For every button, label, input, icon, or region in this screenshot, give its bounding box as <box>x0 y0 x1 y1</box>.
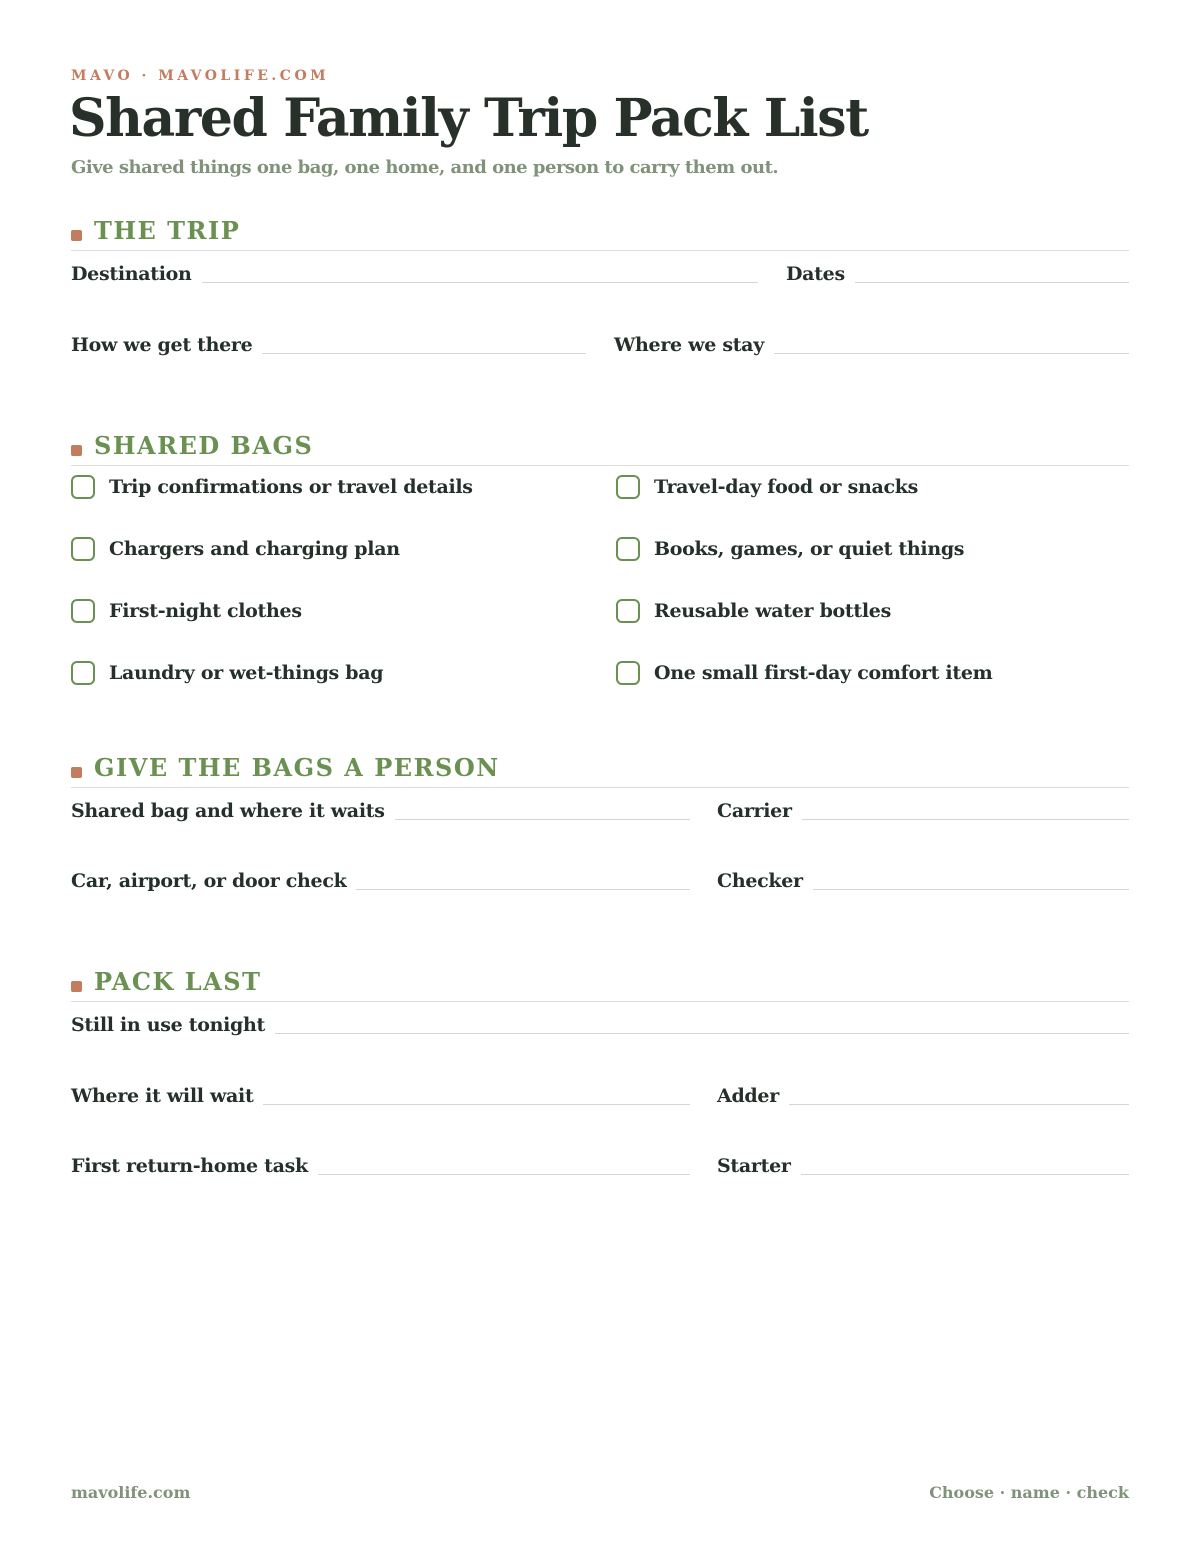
write-in-line[interactable] <box>395 818 690 820</box>
checklist-label: Reusable water bottles <box>654 600 891 622</box>
checklist-item[interactable] <box>71 658 383 688</box>
still-in-use-field[interactable] <box>71 1003 1129 1037</box>
section-bullet-icon <box>71 230 82 241</box>
section-pack-last-heading <box>71 961 1129 1002</box>
checklist-label: Laundry or wet-things bag <box>109 662 384 684</box>
field-label: Adder <box>717 1085 779 1107</box>
checklist-label: One small first-day comfort item <box>654 662 993 684</box>
write-in-line[interactable] <box>855 281 1129 283</box>
checkbox-icon[interactable] <box>616 599 640 623</box>
write-in-line[interactable] <box>802 818 1129 820</box>
write-in-line[interactable] <box>262 352 586 354</box>
checkbox-icon[interactable] <box>616 475 640 499</box>
checklist-item[interactable] <box>616 534 964 564</box>
section-bullet-icon <box>71 767 82 778</box>
field-label: Where we stay <box>614 334 764 356</box>
checklist-label: Trip confirmations or travel details <box>109 476 473 498</box>
checklist-label: Books, games, or quiet things <box>654 538 965 560</box>
field-label: Car, airport, or door check <box>71 870 347 892</box>
section-shared-bags-heading <box>71 425 1129 466</box>
field-label: Where it will wait <box>71 1085 254 1107</box>
write-in-line[interactable] <box>318 1173 690 1175</box>
write-in-line[interactable] <box>202 281 758 283</box>
checklist-item[interactable] <box>616 472 918 502</box>
starter-field[interactable] <box>717 1144 1129 1178</box>
section-title: PACK LAST <box>94 967 262 996</box>
field-label: Starter <box>717 1155 791 1177</box>
checker-field[interactable] <box>717 859 1129 893</box>
section-title: THE TRIP <box>94 216 241 245</box>
section-title: SHARED BAGS <box>94 431 314 460</box>
field-label: Carrier <box>717 800 792 822</box>
shared-bag-field[interactable] <box>71 789 690 823</box>
checklist-item[interactable] <box>616 596 891 626</box>
pack-list-page <box>71 0 1129 1553</box>
checkbox-icon[interactable] <box>71 537 95 561</box>
checklist-item[interactable] <box>71 472 473 502</box>
adder-field[interactable] <box>717 1074 1129 1108</box>
section-title: GIVE THE BAGS A PERSON <box>94 753 500 782</box>
field-label: Checker <box>717 870 803 892</box>
section-bullet-icon <box>71 445 82 456</box>
checklist-item[interactable] <box>71 596 302 626</box>
where-we-stay-field[interactable] <box>614 323 1129 357</box>
section-bullet-icon <box>71 981 82 992</box>
section-trip-heading <box>71 210 1129 251</box>
page-subtitle: Give shared things one bag, one home, and one person to carry them out. <box>71 157 779 178</box>
write-in-line[interactable] <box>263 1103 690 1105</box>
field-label: Shared bag and where it waits <box>71 800 385 822</box>
section-give-bags-person-heading <box>71 747 1129 788</box>
checklist-item[interactable] <box>71 534 400 564</box>
write-in-line[interactable] <box>813 888 1129 890</box>
footer-tagline: Choose · name · check <box>929 1483 1129 1502</box>
field-label: How we get there <box>71 334 253 356</box>
checkbox-icon[interactable] <box>616 661 640 685</box>
write-in-line[interactable] <box>801 1173 1129 1175</box>
field-label: First return-home task <box>71 1155 308 1177</box>
checkbox-icon[interactable] <box>616 537 640 561</box>
write-in-line[interactable] <box>356 888 690 890</box>
field-label: Dates <box>786 263 845 285</box>
write-in-line[interactable] <box>275 1032 1129 1034</box>
how-we-get-there-field[interactable] <box>71 323 586 357</box>
field-label: Still in use tonight <box>71 1014 265 1036</box>
checkbox-icon[interactable] <box>71 475 95 499</box>
return-home-task-field[interactable] <box>71 1144 690 1178</box>
checklist-label: Travel-day food or snacks <box>654 476 919 498</box>
write-in-line[interactable] <box>789 1103 1129 1105</box>
carrier-field[interactable] <box>717 789 1129 823</box>
where-it-will-wait-field[interactable] <box>71 1074 690 1108</box>
field-label: Destination <box>71 263 192 285</box>
checkbox-icon[interactable] <box>71 661 95 685</box>
write-in-line[interactable] <box>774 352 1129 354</box>
footer-site: mavolife.com <box>71 1483 191 1502</box>
checklist-label: First-night clothes <box>109 600 302 622</box>
checkbox-icon[interactable] <box>71 599 95 623</box>
page-title: Shared Family Trip Pack List <box>69 88 868 149</box>
checklist-label: Chargers and charging plan <box>109 538 400 560</box>
brand-label: MAVO · MAVOLIFE.COM <box>71 68 330 84</box>
destination-field[interactable] <box>71 252 758 286</box>
door-check-field[interactable] <box>71 859 690 893</box>
checklist-item[interactable] <box>616 658 992 688</box>
dates-field[interactable] <box>786 252 1129 286</box>
